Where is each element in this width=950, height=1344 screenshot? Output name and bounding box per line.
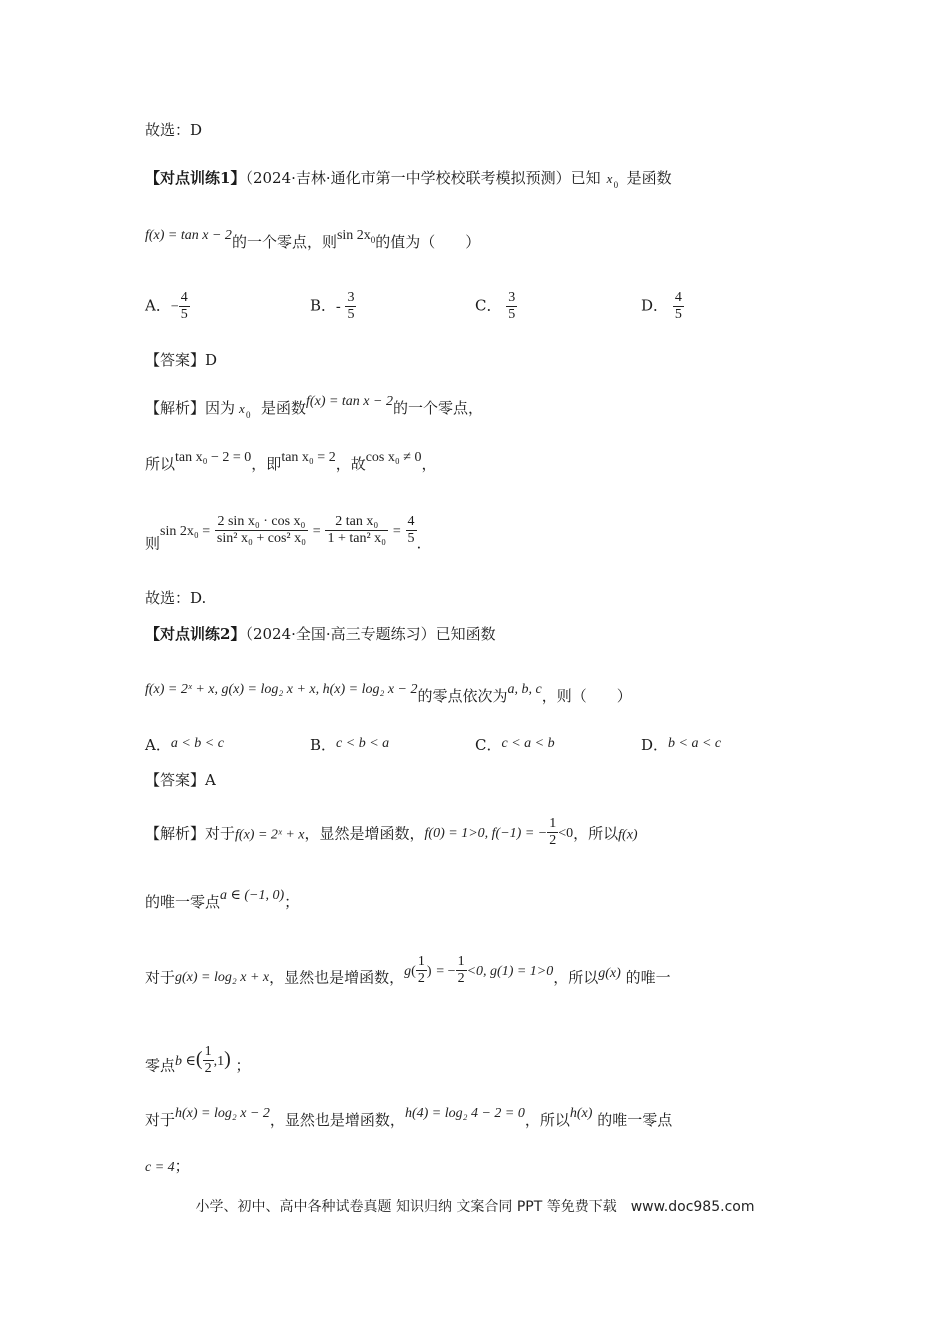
math: g(x) = log₂ x + x xyxy=(175,969,270,985)
exercise-source: （2024·全国·高三专题练习）已知函数 xyxy=(245,625,496,643)
explanation-line-3 xyxy=(145,954,671,995)
math-fx: f(x) = tan x − 2 xyxy=(306,394,393,409)
text: 的唯一零点 xyxy=(597,1111,673,1129)
math: tan x₀ = 2 xyxy=(281,450,336,465)
option-label: C． xyxy=(475,296,502,315)
answer: 【答案】A xyxy=(145,771,216,789)
explanation-label: 【解析】 xyxy=(145,824,206,843)
math-functions: f(x) = 2ˣ + x, g(x) = log₂ x + x, h(x) = log₂ x − 2 xyxy=(145,682,418,697)
fraction: $\frac{3}{5}$ xyxy=(347,290,355,322)
exercise-1-question xyxy=(145,228,481,258)
option-label: B． xyxy=(310,296,337,315)
footer-banner: 小学、初中、高中各种试卷真题 知识归纳 文案合同 PPT 等免费下载 www.doc985.com xyxy=(195,1199,755,1215)
math: f(x) = 2ˣ + x xyxy=(235,827,305,843)
math: a ∈ (−1, 0) xyxy=(220,888,285,903)
option-label: A． xyxy=(145,296,171,315)
exercise-label: 【对点训练2】 xyxy=(145,625,246,643)
option-d: D．b < a < c xyxy=(641,736,722,754)
text: 的唯一 xyxy=(625,968,671,987)
text: ，显然是增函数， xyxy=(304,824,425,843)
option-c xyxy=(475,290,517,323)
math: cos x₀ ≠ 0 xyxy=(365,450,422,465)
explanation-label: 【解析】 xyxy=(145,399,206,417)
exercise-2-question xyxy=(145,682,632,708)
text: ，则（ ） xyxy=(541,687,632,705)
text: . xyxy=(416,534,422,553)
text: 是函数 xyxy=(626,169,672,187)
text: 因为 xyxy=(205,399,236,417)
explanation-line-4 xyxy=(145,1044,251,1083)
text: 的唯一零点 xyxy=(145,893,221,911)
math-sin2x0: $\sin 2x_0$ xyxy=(336,228,376,245)
text-line: 故选：D xyxy=(145,121,203,139)
exercise-source: （2024·吉林·通化市第一中学校校联考模拟预测）已知 xyxy=(245,169,601,187)
math: h(x) xyxy=(569,1106,593,1121)
text-line: 故选：D. xyxy=(145,589,207,607)
fraction: $\frac{4}{5}$ xyxy=(674,290,682,322)
text: ，显然也是增函数， xyxy=(269,1111,405,1129)
text: 对于 xyxy=(145,968,176,987)
explanation-line-5 xyxy=(145,1106,673,1132)
math: − xyxy=(170,299,179,315)
text: ，显然也是增函数， xyxy=(269,968,405,987)
text: ，故 xyxy=(335,455,366,473)
option-a: A．a < b < c xyxy=(145,736,224,754)
text: 是函数 xyxy=(261,399,307,417)
text: ， xyxy=(421,455,437,473)
option-c: C．c < a < b xyxy=(475,736,555,754)
text: 则 xyxy=(145,534,161,553)
explanation-line-6 xyxy=(145,1156,190,1178)
option-label: D． xyxy=(641,296,669,315)
text: 的一个零点， xyxy=(392,399,483,417)
math: h(x) = log₂ x − 2 xyxy=(175,1106,270,1121)
math: - xyxy=(336,299,341,315)
text: ，所以 xyxy=(524,1111,570,1129)
option-a xyxy=(145,290,190,323)
math: g(x) xyxy=(598,965,621,981)
text: 的一个零点，则 xyxy=(231,233,337,251)
answer: 【答案】D xyxy=(145,351,218,369)
explanation-line-2 xyxy=(145,888,300,914)
exercise-2-heading xyxy=(145,624,496,644)
explanation-line-3 xyxy=(145,514,422,561)
text: ； xyxy=(235,1056,251,1075)
math: f(x) xyxy=(618,827,638,843)
text: ，所以 xyxy=(573,824,619,843)
math-chain: g( $\frac{1}{2}$ ) = − $\frac{1}{2}$ <0, g(1) = 1>0 xyxy=(404,954,554,986)
explanation-line-2 xyxy=(145,450,437,476)
text: ； xyxy=(284,893,300,911)
fraction: $\frac{3}{5}$ xyxy=(508,290,516,322)
explanation-line-1 xyxy=(145,818,638,851)
option-d xyxy=(641,290,684,323)
math-chain: sin 2x₀ = $\frac{\text{2 sin x₀ · cos x₀}}{\text{sin² x₀ + cos² x₀}}$ = $\frac{\text{2 tan x₀}}{\text{1 + tan² x₀}}$ = $\frac{4}{5}$ xyxy=(160,514,415,546)
math-chain: b ∈( $\frac{1}{2}$ ,1) xyxy=(175,1044,231,1076)
math: c = 4 xyxy=(145,1160,175,1175)
option-b xyxy=(310,290,356,323)
math: h(4) = log₂ 4 − 2 = 0 xyxy=(404,1106,525,1121)
option-b: B．c < b < a xyxy=(310,736,390,754)
fraction: $\frac{4}{5}$ xyxy=(180,290,188,322)
exercise-1-heading: 【对点训练1】（2024·吉林·通化市第一中学校校联考模拟预测）已知 x 0 是函数 xyxy=(145,169,672,190)
text: 所以 xyxy=(145,455,176,473)
math-fx: f(x) = tan x − 2 xyxy=(145,228,232,243)
math: tan x₀ − 2 = 0 xyxy=(175,450,252,465)
text: 的零点依次为 xyxy=(417,687,508,705)
explanation-line-1: 【解析】因为 x 0 是函数f(x) = tan x − 2的一个零点， xyxy=(145,394,483,420)
text: ，所以 xyxy=(553,968,599,987)
text: 零点 xyxy=(145,1056,176,1075)
text: 对于 xyxy=(205,824,236,843)
text: ，即 xyxy=(251,455,282,473)
math: a, b, c xyxy=(507,682,542,697)
exercise-label: 【对点训练1】 xyxy=(145,169,246,187)
math-chain: f(0) = 1>0, f(−1) = − $\frac{1}{2}$ <0 xyxy=(424,816,574,848)
text: ； xyxy=(174,1157,190,1175)
text: 对于 xyxy=(145,1111,176,1129)
text: 的值为（ ） xyxy=(375,233,481,251)
